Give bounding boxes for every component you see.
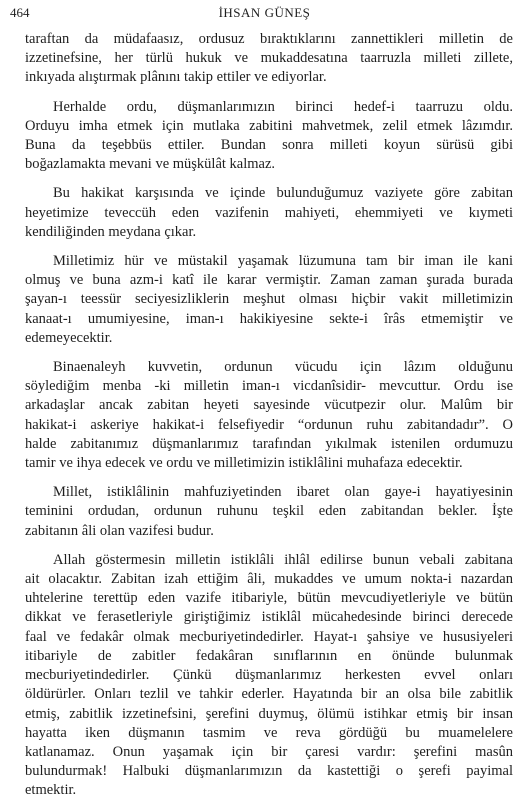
text-line: etmiş, zabitlik izzetinefsini, şerefini duymuş, ölümü istihkar etmiş bir insan <box>25 705 513 722</box>
text-line: arkadaşlar ancak zabitan heyeti sayesinde vücutpezir olur. Malûm bir <box>25 397 513 414</box>
text-line: kanaat-ı umumiyesine, iman-ı hakikiyesine sekte-i îrâs etmemiştir ve <box>25 310 513 327</box>
text-line: kendiliğinden meydana çıkar. <box>25 223 197 240</box>
text-line: tamir ve ihya edecek ve ordu ve milletimizin istiklâlini muhafaza edecektir. <box>25 455 463 472</box>
text-line: Milletimiz hür ve müstakil yaşamak lüzumuna tam bir iman ile kani <box>53 253 513 270</box>
page-header <box>10 5 519 23</box>
paragraph <box>25 483 513 541</box>
text-line: şayan-ı teessür seciyesizliklerin meşhut olması hiçbir vakit milletimizin <box>25 291 513 308</box>
text-line: hayatta iken düşmanın tasmim ve reva gördüğü bu muamelelere <box>25 724 513 741</box>
paragraph <box>25 30 513 88</box>
text-line: Millet, istiklâlinin mahfuziyetinden ibaret olan gaye-i hayatiyesinin <box>53 484 513 501</box>
text-line: inkıyada alıştırmak plânını takip ettiler ve ediyorlar. <box>25 69 327 86</box>
text-line: etmektir. <box>25 782 77 799</box>
text-line: Allah göstermesin milletin istiklâli ihlâl edilirse bunun vebali zabitana <box>53 551 513 568</box>
text-line: bulundurmak! Halbuki düşmanlarımızın da kastettiği o şerefi payimal <box>25 763 513 780</box>
text-line: heyetimize teveccüh eden vazifenin mahiyeti, ehemmiyeti ve kıymeti <box>25 204 513 221</box>
text-line: öldürürler. Onları tezlil ve tahkir ederler. Hayatında bir an olsa bile zabitlik <box>25 686 513 703</box>
text-line: hakikat-i askeriye hakikat-i felsefiyedir “ordunun ruhu zabitandadır”. O <box>25 416 513 433</box>
text-line: teminini ordudan, ordunun ruhunu teşkil eden zabitandan bekler. İşte <box>25 503 513 520</box>
paragraph <box>25 252 513 348</box>
text-line: Herhalde ordu, düşmanlarımızın birinci hedef-i taarruzu oldu. <box>53 98 513 115</box>
text-line: boğazlamakta mevani ve müşkülât kalmaz. <box>25 156 276 173</box>
text-line: itibariyle de zabitler fedakâran sınıflarının en önünde bulunmak <box>25 647 513 664</box>
paragraph <box>25 184 513 242</box>
text-line: Buna da teşebbüs ettiler. Bundan sonra milleti koyun sürüsü gibi <box>25 137 513 154</box>
text-line: dikkat ve ferasetleriyle giriştiğimiz istiklâl mücahedesinde birinci derecede <box>25 609 513 626</box>
text-line: uhtelerine terettüp eden vazife itibariyle, bütün mevcudiyetleriyle ve bütün <box>25 590 513 607</box>
text-line: edemeyecektir. <box>25 329 113 346</box>
text-line: zabitanın âli olan vazifesi budur. <box>25 522 214 539</box>
text-line: Bu hakikat karşısında ve içinde bulunduğumuz vaziyete göre zabitan <box>53 185 513 202</box>
running-head: İHSAN GÜNEŞ <box>218 5 311 20</box>
text-line: halde zabitanımız düşmanlarımız tarafından yıkılmak istenilen ordumuzu <box>25 435 513 452</box>
text-line: olmuş ve buna azm-i katî ile karar vermiştir. Zaman zaman şurada burada <box>25 272 513 289</box>
body-text <box>25 30 513 811</box>
text-line: katlanamaz. Onun yaşamak için bir çaresi vardır: şerefini masûn <box>25 743 513 760</box>
text-line: faal ve fedakâr olmak mecburiyetindedirler. Hayat-ı şahsiye ve hususiyeleri <box>25 628 513 645</box>
text-line: ait olacaktır. Zabitan izah ettiğim âli, mukaddes ve umum nokta-i nazardan <box>25 571 513 588</box>
text-line: mecburiyetindedirler. Çünkü düşmanlarımız herkesten evvel onları <box>25 667 513 684</box>
paragraph <box>25 98 513 175</box>
text-line: taraftan da müdafaasız, ordusuz bıraktıklarını zannettikleri milletin de <box>25 31 513 47</box>
text-line: izzetinefsine, her türlü hukuk ve mukaddesatına taarruzla milleti zillete, <box>25 50 513 67</box>
text-line: söylediğim menba -ki milletin iman-ı vicdanîsidir- mevcuttur. Ordu ise <box>25 378 513 395</box>
text-line: Orduyu imha etmek için mutlaka zabitini mahvetmek, zelil etmek lâzımdır. <box>25 117 513 134</box>
text-line: Binaenaleyh kuvvetin, ordunun vücudu için lâzım olduğunu <box>53 359 513 376</box>
page-number: 464 <box>10 5 30 20</box>
paragraph <box>25 358 513 473</box>
paragraph <box>25 551 513 801</box>
